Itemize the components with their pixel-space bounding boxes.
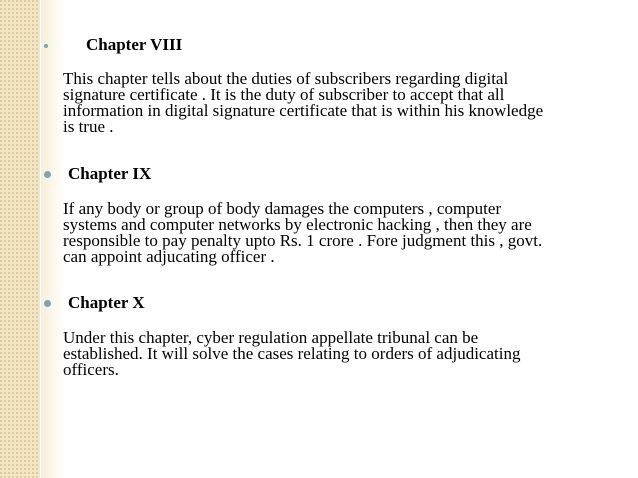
chapter-ix-heading: Chapter IX: [68, 164, 152, 183]
chapter-ix-text: If any body or group of body damages the computers , computer systems and computer networks by electronic hacking , then they are responsible to pay penalty upto Rs. 1 crore . Fore judgment this , govt. can appoint adjucating officer .: [63, 199, 543, 266]
bullet-icon: [44, 44, 48, 48]
bullet-icon: [44, 171, 51, 178]
decorative-divider: [41, 0, 65, 478]
chapter-x-text: Under this chapter, cyber regulation appellate tribunal can be established. It will solve the cases relating to orders of adjudicating officers.: [63, 328, 521, 379]
bullet-icon: [44, 300, 51, 307]
chapter-x-heading: Chapter X: [68, 293, 145, 312]
chapter-viii-text: This chapter tells about the duties of subscribers regarding digital signature certificate . It is the duty of subscriber to accept that all information in digital signature certificate that is within his knowledge is true .: [63, 69, 544, 136]
decorative-side-band: [0, 0, 40, 478]
chapter-viii-heading: Chapter VIII: [86, 35, 183, 54]
